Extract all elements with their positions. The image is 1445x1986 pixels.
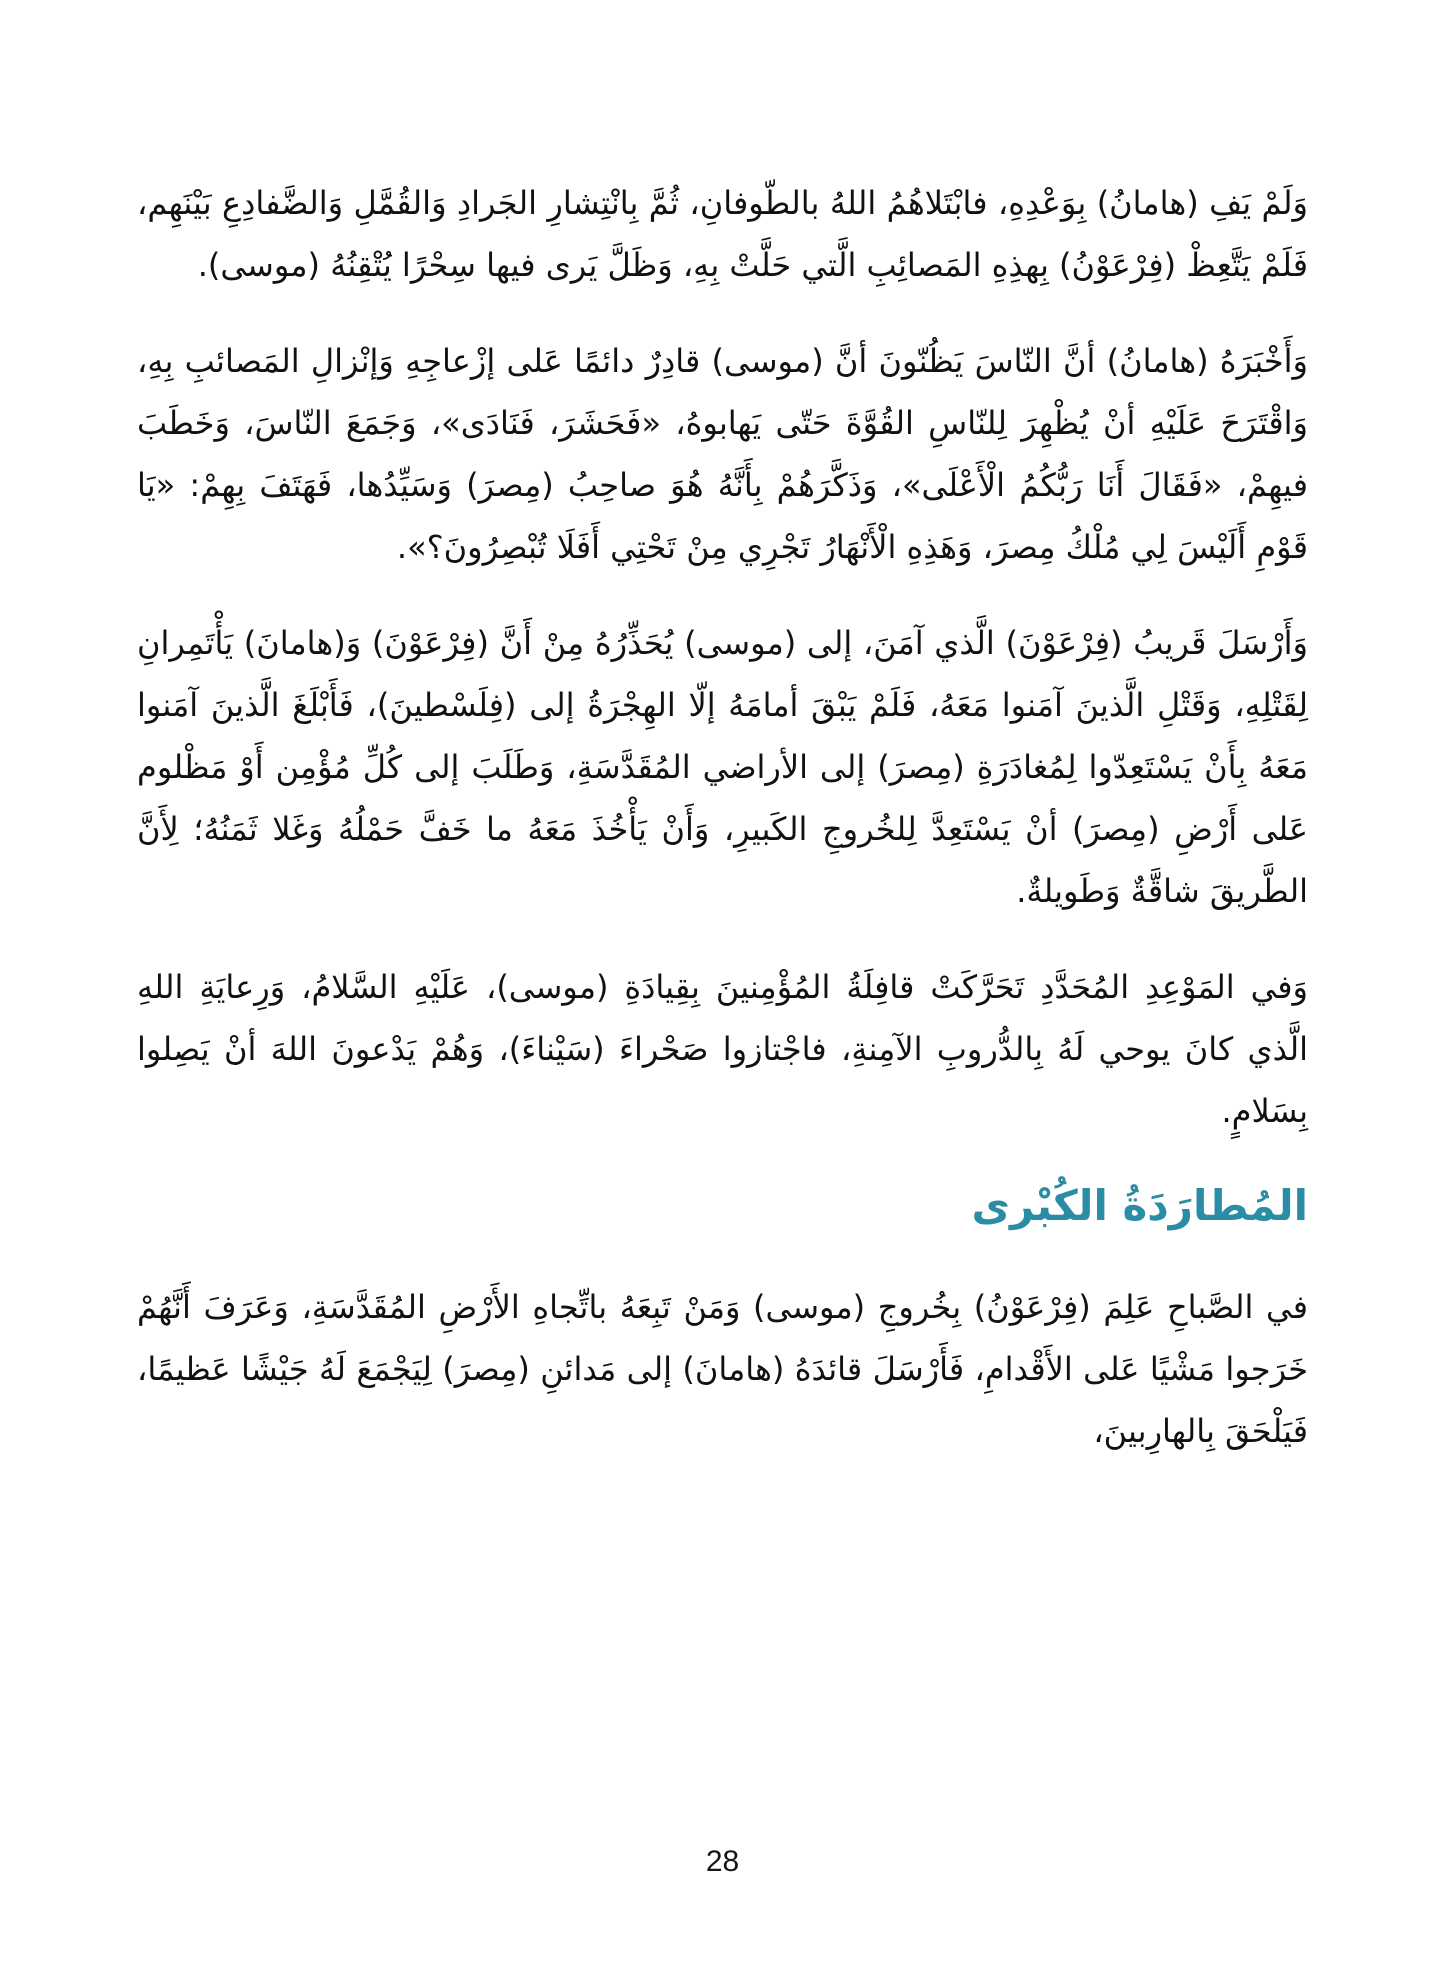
paragraph-5: في الصَّباحِ عَلِمَ (فِرْعَوْنُ) بِخُروجِ (موسى) وَمَنْ تَبِعَهُ باتِّجاهِ الأَرْضِ المُقَدَّسَةِ، وَعَرَفَ أَنَّهُمْ خَرَجوا مَشْيًا عَلى الأَقْدامِ، فَأَرْسَلَ قائدَهُ (هامانَ) إلى مَدائنِ (مِصرَ) لِيَجْمَعَ لَهُ جَيْشًا عَظيمًا، فَيَلْحَقَ بِالهارِبينَ، [137, 1288, 1308, 1450]
section-heading: المُطارَدَةُ الكُبْرى [971, 1181, 1308, 1230]
paragraph-1: وَلَمْ يَفِ (هامانُ) بِوَعْدِهِ، فابْتَلاهُمُ اللهُ بالطّوفانِ، ثُمَّ بِانْتِشارِ الجَرادِ وَالقُمَّلِ وَالضَّفادِعِ بَيْنَهِم، فَلَمْ يَتَّعِظْ (فِرْعَوْنُ) بِهذِهِ المَصائِبِ الَّتي حَلَّتْ بِهِ، وَظَلَّ يَرى فيها سِحْرًا يُتْقِنُهُ (موسى). [137, 184, 1308, 284]
paragraph-4: وَفي المَوْعِدِ المُحَدَّدِ تَحَرَّكَتْ قافِلَةُ المُؤْمِنينَ بِقِيادَةِ (موسى)، عَلَيْهِ السَّلامُ، وَرِعايَةِ اللهِ الَّذي كانَ يوحي لَهُ بِالدُّروبِ الآمِنةِ، فاجْتازوا صَحْراءَ (سَيْناءَ)، وَهُمْ يَدْعونَ اللهَ أنْ يَصِلوا بِسَلامٍ. [137, 968, 1308, 1130]
page-number: 28 [705, 1845, 740, 1878]
paragraph-2: وَأَخْبَرَهُ (هامانُ) أنَّ النّاسَ يَظُنّونَ أنَّ (موسى) قادِرٌ دائمًا عَلى إزْعاجِهِ وَإنْزالِ المَصائبِ بِهِ، وَاقْتَرَحَ عَلَيْهِ أنْ يُظْهِرَ لِلنّاسِ القُوَّةَ حَتّى يَهابوهُ، «فَحَشَرَ، فَنَادَى»، وَجَمَعَ النّاسَ، وَخَطَبَ فيهِمْ، «فَقَالَ أَنَا رَبُّكُمُ الْأَعْلَى»، وَذَكَّرَهُمْ بِأَنَّهُ هُوَ صاحِبُ (مِصرَ) وَسَيِّدُها، فَهَتَفَ بِهِمْ: «يَا قَوْمِ أَلَيْسَ لِي مُلْكُ مِصرَ، وَهَذِهِ الْأَنْهَارُ تَجْرِي مِنْ تَحْتِي أَفَلَا تُبْصِرُونَ؟». [137, 342, 1308, 566]
paragraph-3: وَأَرْسَلَ قَريبُ (فِرْعَوْنَ) الَّذي آمَنَ، إلى (موسى) يُحَذِّرُهُ مِنْ أَنَّ (فِرْعَوْنَ) وَ(هامانَ) يَأْتَمِرانِ لِقَتْلِهِ، وَقَتْلِ الَّذينَ آمَنوا مَعَهُ، فَلَمْ يَبْقَ أمامَهُ إلّا الهِجْرَةُ إلى (فِلَسْطينَ)، فَأَبْلَغَ الَّذينَ آمَنوا مَعَهُ بِأَنْ يَسْتَعِدّوا لِمُغادَرَةِ (مِصرَ) إلى الأراضي المُقَدَّسَةِ، وَطَلَبَ إلى كُلِّ مُؤْمِن أَوْ مَظْلوم عَلى أَرْضِ (مِصرَ) أنْ يَسْتَعِدَّ لِلخُروجِ الكَبيرِ، وَأَنْ يَأْخُذَ مَعَهُ ما خَفَّ حَمْلُهُ وَغَلا ثَمَنُهُ؛ لِأَنَّ الطَّريقَ شاقَّةٌ وَطَويلةٌ. [137, 624, 1308, 910]
text-block [137, 172, 1308, 1496]
